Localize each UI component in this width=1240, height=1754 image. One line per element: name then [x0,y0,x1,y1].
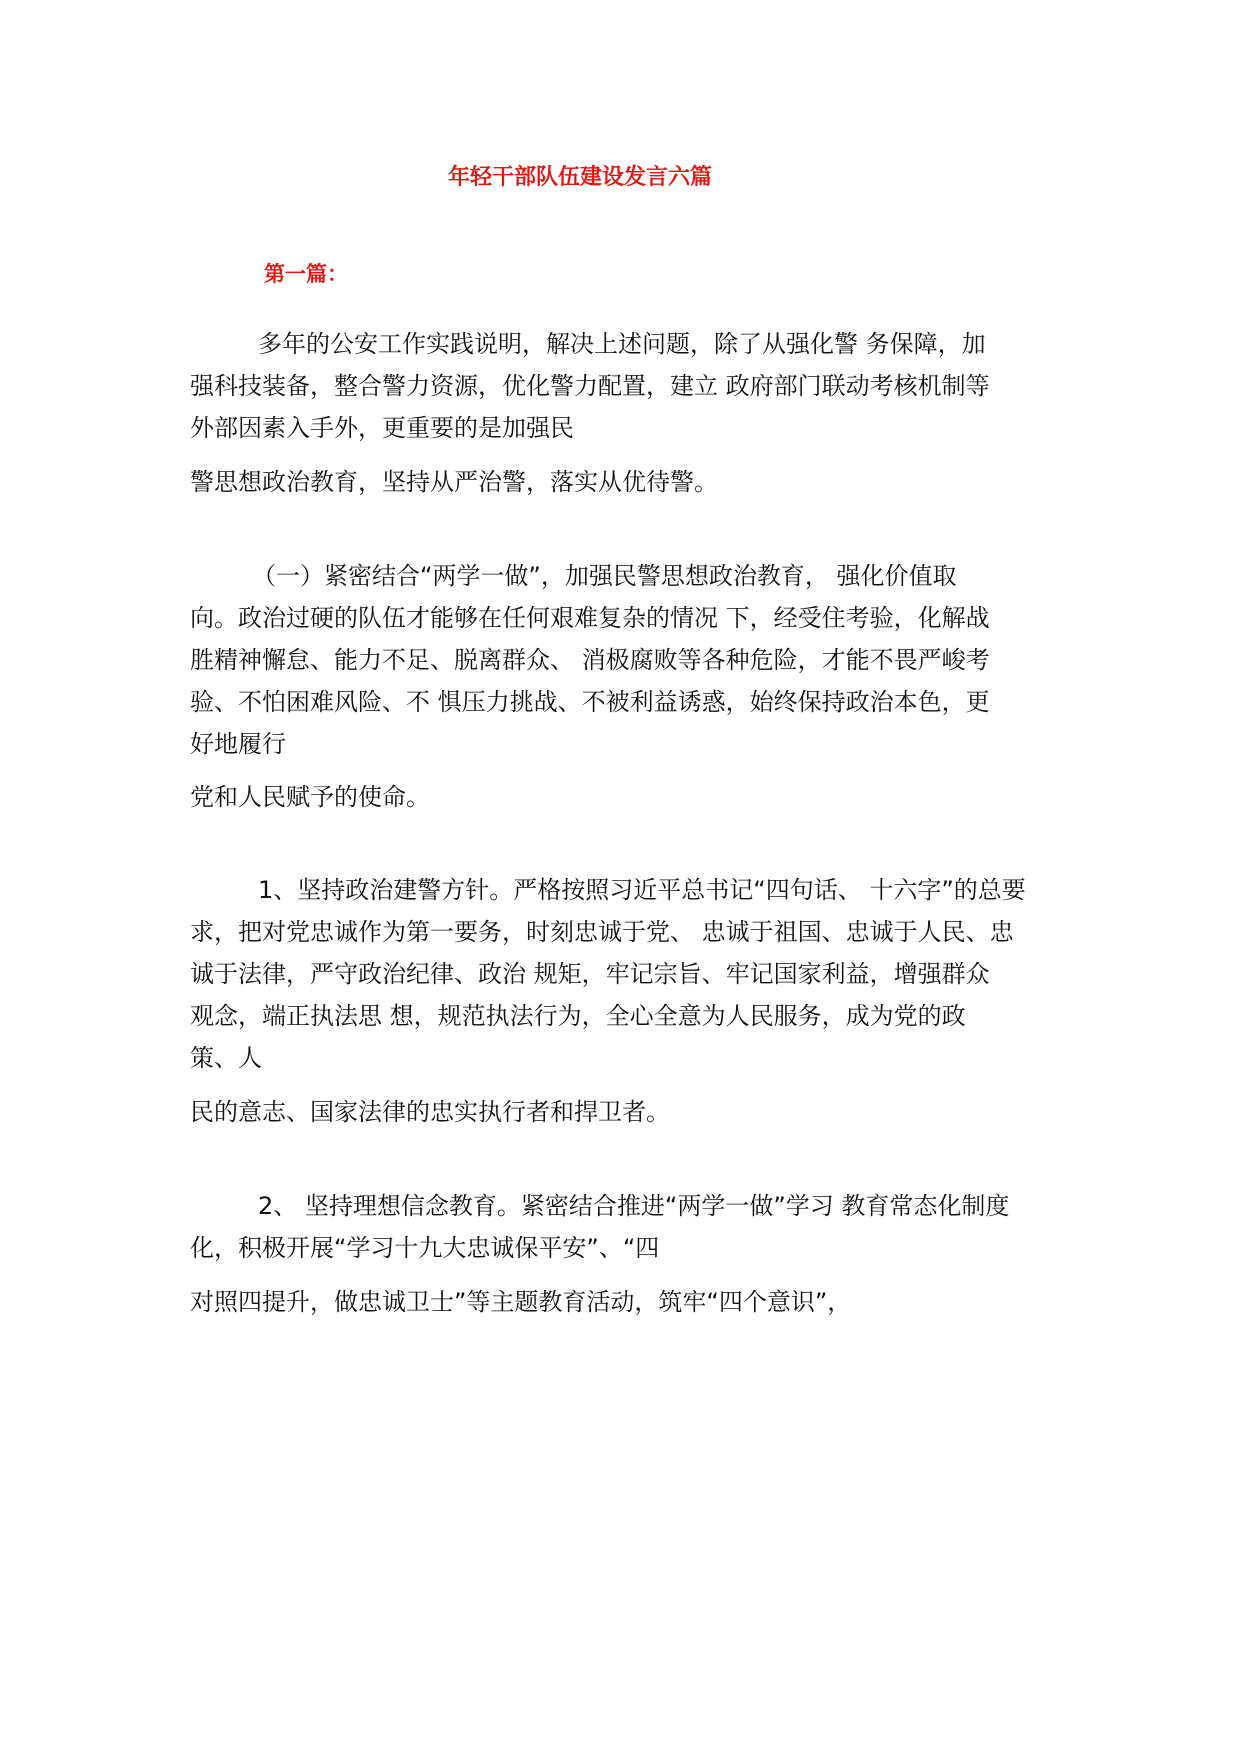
paragraph-line: 警思想政治教育，坚持从严治警，落实从优待警。 [190,468,718,496]
section-heading: 第一篇： [264,262,348,286]
paragraph-line: 好地履行 [190,730,286,758]
paragraph-line: 诚于法律，严守政治纪律、政治 规矩，牢记宗旨、牢记国家利益，增强群众 [190,960,990,988]
paragraph-line: 1、坚持政治建警方针。严格按照习近平总书记“四句话、 十六字”的总要 [258,876,1026,904]
paragraph-line: 2、 坚持理想信念教育。紧密结合推进“两学一做”学习 教育常态化制度 [258,1192,1010,1220]
paragraph-line: 胜精神懈怠、能力不足、脱离群众、 消极腐败等各种危险，才能不畏严峻考 [190,646,990,674]
paragraph-line: 民的意志、国家法律的忠实执行者和捍卫者。 [190,1098,670,1126]
paragraph-line: 外部因素入手外，更重要的是加强民 [190,414,574,442]
paragraph-line: 对照四提升，做忠诚卫士”等主题教育活动，筑牢“四个意识”， [190,1288,852,1316]
paragraph-line: 求，把对党忠诚作为第一要务，时刻忠诚于党、 忠诚于祖国、忠诚于人民、忠 [190,918,1014,946]
paragraph-line: 观念，端正执法思 想，规范执法行为，全心全意为人民服务，成为党的政 [190,1002,966,1030]
paragraph-line: 验、不怕困难风险、不 惧压力挑战、不被利益诱惑，始终保持政治本色，更 [190,688,990,716]
document-title: 年轻干部队伍建设发言六篇 [447,165,712,190]
paragraph-line: 策、人 [190,1044,262,1072]
paragraph-line: 强科技装备，整合警力资源，优化警力配置，建立 政府部门联动考核机制等 [190,372,990,400]
paragraph-line: 党和人民赋予的使命。 [190,783,430,811]
paragraph-line: 向。政治过硬的队伍才能够在任何艰难复杂的情况 下，经受住考验，化解战 [190,604,990,632]
paragraph-line: （一）紧密结合“两学一做”，加强民警思想政治教育， 强化价值取 [252,562,957,590]
paragraph-line: 化，积极开展“学习十九大忠诚保平安”、“四 [190,1234,660,1262]
paragraph-line: 多年的公安工作实践说明，解决上述问题，除了从强化警 务保障，加 [258,330,986,358]
